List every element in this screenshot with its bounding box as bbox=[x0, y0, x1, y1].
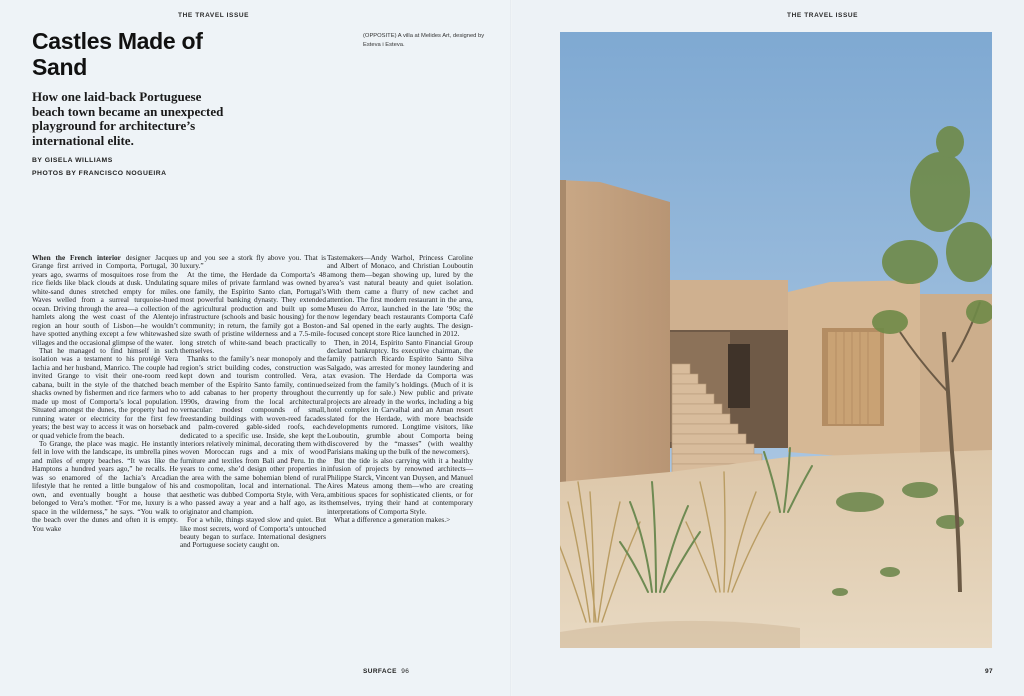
running-head-left: THE TRAVEL ISSUE bbox=[178, 12, 250, 19]
paragraph bbox=[32, 254, 178, 347]
body-column-3 bbox=[327, 254, 473, 525]
photo-caption: (OPPOSITE) A villa at Melides Art, designed by Esteva i Esteva. bbox=[363, 33, 485, 48]
article-dek: How one laid-back Portuguese beach town became an unexpected playground for architecture’s international elite. bbox=[32, 89, 224, 148]
paragraph: But the tide is also carrying with it a healthy infusion of projects by renowned architects—Philippe Starck, Vincent van Duysen, and Manuel Aires Mateus among them—who are creating ambitious spaces for sophisticated clients, or for themselves, trying their hand at contemporary interpretations of Comporta Style. bbox=[327, 455, 473, 516]
page-number-left: 96 bbox=[401, 668, 410, 675]
paragraph: Then, in 2014, Espírito Santo Financial Group declared bankruptcy. Its executive chairman, the family patriarch Ricardo Espírito Santo Silva Salgado, was arrested for money laundering and tax evasion. The Herdade da Comporta was seized from the family’s holdings. (Much of it is currently up for sale.) New public and private projects are already in the works, including a big hotel complex in Carvalhal and an Aman resort slated for the Herdade, with more beachside developments rumored. Longtime visitors, like Louboutin, grumble about Comporta being discovered by the “masses” (with wealthy Parisians making up the bulk of the newcomers). bbox=[327, 337, 473, 457]
running-head-right: THE TRAVEL ISSUE bbox=[787, 12, 859, 19]
paragraph: Tastemakers—Andy Warhol, Princess Caroline and Albert of Monaco, and Christian Louboutin among them—began showing up, lured by the area’s vast natural beauty and quiet isolation. With them came a flurry of new cachet and attention. The first modern restaurant in the area, Museu do Arroz, launched in the late ’90s; the now legendary beach restaurants Comporta Café and Sal opened in the early aughts. The design-focused concept store Rice launched in 2012. bbox=[327, 253, 473, 339]
body-column-1 bbox=[32, 254, 178, 533]
byline-block bbox=[32, 154, 167, 180]
paragraph: What a difference a generation makes.> bbox=[334, 515, 451, 525]
lead-in: When the French interior bbox=[32, 253, 121, 262]
article-title: Castles Made of Sand bbox=[32, 28, 203, 80]
paragraph: For a while, things stayed slow and quiet. But like most secrets, word of Comporta’s untouched beauty began to surface. International designers and Portuguese society caught on. bbox=[180, 515, 326, 550]
author-byline: BY GISELA WILLIAMS bbox=[32, 157, 113, 164]
body-column-2 bbox=[180, 254, 326, 550]
paragraph: That he managed to find himself in such isolation was a testament to his protégé Vera Iachia and her husband, Manrico. The couple had invited Grange to visit their one-room reed cabana, built in the style of the thatched beach shacks owned by fishermen and rice farmers who made up most of Comporta’s local population. Situated amongst the dunes, the property had no running water or electricity for the first few years; the best way to access it was on horseback or quad vehicle from the beach. bbox=[32, 345, 178, 440]
magazine-name: SURFACE bbox=[363, 668, 397, 675]
photo-credit: PHOTOS BY FRANCISCO NOGUEIRA bbox=[32, 170, 167, 177]
paragraph: up and you see a stork fly above you. That is luxury.” bbox=[180, 253, 326, 271]
paragraph-text: designer Jacques Grange first arrived in Comporta, Portugal, 30 years ago, swarms of mosquitoes rose from the rice fields like black clouds at dusk. Undulating white-sand dunes stretched empty for miles. Waves welled from a surreal turquoise-hued ocean. Driving through the area—a collection of hamlets along the west coast of the Alentejo region an hour south of Lisbon—he wouldn’t have spotted anything except a few whitewashed villages and the occasional glimpse of the water. bbox=[32, 253, 179, 347]
villa-photo bbox=[560, 32, 992, 648]
folio-left bbox=[363, 668, 409, 675]
paragraph: Thanks to the family’s near monopoly and the region’s strict building codes, construction was kept down and tourism controlled. Vera, a member of the Espírito Santo family, continued to add cabanas to her property throughout the 1990s, drawing from the local architectural vernacular: modest compounds of small, freestanding buildings with woven-reed facades and palm-covered gable-sided roofs, each dedicated to a specific use. Inside, she kept the interiors relatively minimal, decorating them with woven Moroccan rugs and a mix of wood furniture and textiles from Bali and Peru. In the years to come, she’d design other properties in the area with the same bohemian blend of rural and cosmopolitan, local and international. The aesthetic was dubbed Comporta Style, with Vera, who passed away a year and a half ago, as its originator and champion. bbox=[180, 354, 326, 516]
paragraph: At the time, the Herdade da Comporta’s 48 square miles of private farmland was owned by one family, the Espírito Santo clan, Portugal’s most powerful banking dynasty. They extended the agricultural production and built up some infrastructure (schools and basic housing) for the community; in return, the family got a Boston-size swath of pristine wilderness and a 7.5-mile-long stretch of white-sand beach practically to themselves. bbox=[180, 269, 326, 355]
paragraph: To Grange, the place was magic. He instantly fell in love with the landscape, its umbrella pines and miles of empty beaches. “It was like the Hamptons a hundred years ago,” he recalls. He was so enamored of the Iachia’s Arcadian lifestyle that he rented a little bungalow of his own, and eventually bought a house that belonged to Vera’s mother. “For me, luxury is a space in the wilderness,” he says. “You walk to the beach over the dunes and often it is empty. You wake bbox=[32, 438, 178, 533]
page-number-right: 97 bbox=[985, 668, 994, 675]
